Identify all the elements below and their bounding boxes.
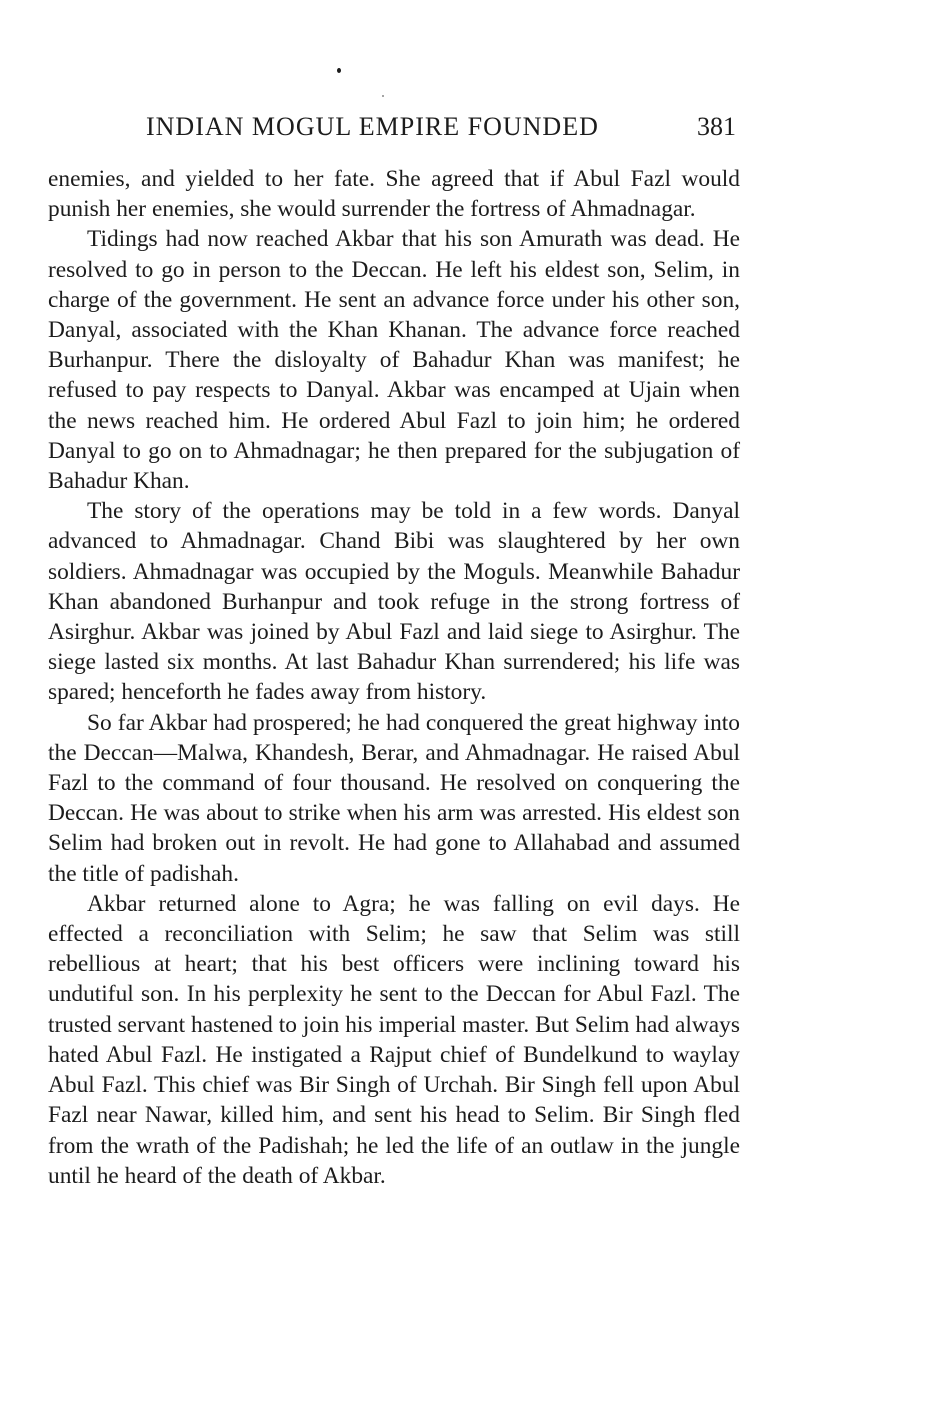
body-text [48,164,740,1191]
page-number: 381 [697,112,736,141]
paragraph: Akbar returned alone to Agra; he was falling on evil days. He effected a reconciliation with Selim; he saw that Selim was still rebellious at heart; that his best officers were inclining toward his undutiful son. In his perplexity he sent to the Deccan for Abul Fazl. The trusted servant hastened to join his imperial master. But Selim had always hated Abul Fazl. He instigated a Rajput chief of Bundelkund to waylay Abul Fazl. This chief was Bir Singh of Urchah. Bir Singh fell upon Abul Fazl near Nawar, killed him, and sent his head to Selim. Bir Singh fled from the wrath of the Padishah; he led the life of an outlaw in the jungle until he heard of the death of Akbar. [48,890,740,1189]
paragraph: So far Akbar had prospered; he had conquered the great highway into the Deccan—Malwa, Khandesh, Berar, and Ahmadnagar. He raised Abul Fazl to the command of four thousand. He resolved on conquering the Deccan. He was about to strike when his arm was arrested. His eldest son Selim had broken out in revolt. He had gone to Allahabad and assumed the title of padishah. [48,709,740,887]
running-head [48,112,740,146]
page-title: INDIAN MOGUL EMPIRE FOUNDED [146,112,599,141]
ink-speck [382,95,384,97]
paragraph: Tidings had now reached Akbar that his son Amurath was dead. He resolved to go in person to the Deccan. He left his eldest son, Selim, in charge of the government. He sent an advance force under his other son, Danyal, associated with the Khan Khanan. The advance force reached Burhanpur. There the disloyalty of Bahadur Khan was manifest; he refused to pay respects to Danyal. Akbar was encamped at Ujain when the news reached him. He ordered Abul Fazl to join him; he ordered Danyal to go on to Ahmadnagar; he then prepared for the subjugation of Bahadur Khan. [48,226,740,495]
ink-speck [337,68,341,73]
paragraph-continued: enemies, and yielded to her fate. She agreed that if Abul Fazl would punish her enemies, she would surrender the fortress of Ahmadnagar. [48,166,740,223]
paragraph: The story of the operations may be told in a few words. Danyal advanced to Ahmadnagar. Chand Bibi was slaughtered by her own soldiers. Ahmadnagar was occupied by the Moguls. Meanwhile Bahadur Khan abandoned Burhanpur and took refuge in the strong fortress of Asirghur. Akbar was joined by Abul Fazl and laid siege to Asirghur. The siege lasted six months. At last Bahadur Khan surrendered; his life was spared; henceforth he fades away from history. [48,498,740,706]
